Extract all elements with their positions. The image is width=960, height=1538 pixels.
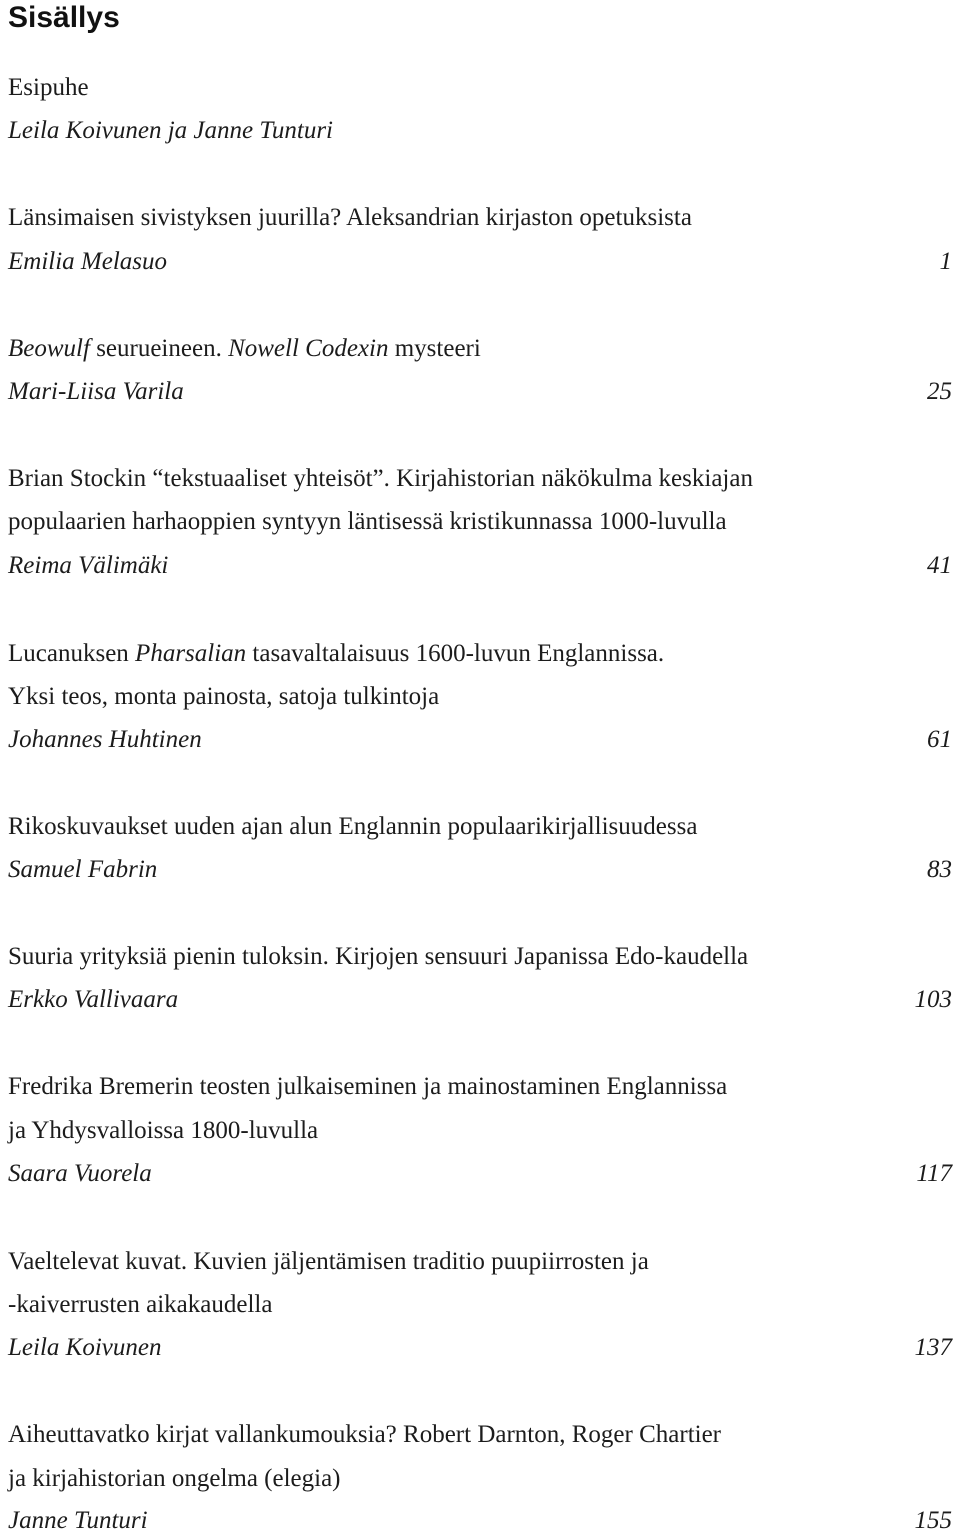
entry-page-number: 137	[914, 1334, 952, 1361]
entry-page-number: 83	[927, 856, 952, 883]
entry-author: Reima Välimäki	[8, 552, 169, 579]
title-text: Lucanuksen	[8, 640, 136, 667]
entry-author: Leila Koivunen ja Janne Tunturi	[8, 117, 333, 144]
entry-title	[8, 332, 952, 366]
entry-title-continued: Yksi teos, monta painosta, satoja tulkintoja	[8, 683, 440, 710]
entry-author: Janne Tunturi	[8, 1507, 148, 1534]
entry-page-number: 117	[916, 1160, 952, 1187]
title-italic: Nowell Codexin	[228, 335, 389, 362]
entry-title: Aiheuttavatko kirjat vallankumouksia? Robert Darnton, Roger Chartier	[8, 1421, 722, 1448]
entry-author: Leila Koivunen	[8, 1334, 162, 1361]
entry-title: Brian Stockin “tekstuaaliset yhteisöt”. Kirjahistorian näkökulma keskiajan	[8, 465, 753, 492]
entry-author: Mari-Liisa Varila	[8, 378, 184, 405]
entry-page-number: 1	[939, 248, 952, 275]
entry-title: Fredrika Bremerin teosten julkaiseminen ja mainostaminen Englannissa	[8, 1073, 728, 1100]
page-title: Sisällys	[8, 1, 120, 34]
entry-title-continued: ja Yhdysvalloissa 1800-luvulla	[8, 1117, 319, 1144]
entry-title: Suuria yrityksiä pienin tuloksin. Kirjojen sensuuri Japanissa Edo-kaudella	[8, 943, 749, 970]
entry-title: Länsimaisen sivistyksen juurilla? Aleksandrian kirjaston opetuksista	[8, 204, 692, 231]
title-text: mysteeri	[388, 335, 481, 362]
entry-title: Vaeltelevat kuvat. Kuvien jäljentämisen traditio puupiirrosten ja	[8, 1248, 649, 1275]
entry-page-number: 41	[927, 552, 952, 579]
entry-title-continued: populaarien harhaoppien syntyyn läntisessä kristikunnassa 1000-luvulla	[8, 508, 727, 535]
title-italic: Pharsalian	[135, 640, 247, 667]
entry-author: Johannes Huhtinen	[8, 726, 202, 753]
entry-page-number: 25	[927, 378, 952, 405]
entry-author: Samuel Fabrin	[8, 856, 158, 883]
entry-page-number: 103	[914, 986, 952, 1013]
entry-author: Erkko Vallivaara	[8, 986, 179, 1013]
entry-page-number: 61	[927, 726, 952, 753]
title-text: seurueineen.	[89, 335, 229, 362]
entry-title	[8, 637, 952, 671]
entry-page-number: 155	[914, 1507, 952, 1534]
entry-title: Rikoskuvaukset uuden ajan alun Englannin populaarikirjallisuudessa	[8, 813, 698, 840]
entry-author: Emilia Melasuo	[8, 248, 168, 275]
title-italic: Beowulf	[8, 335, 90, 362]
title-text: tasavaltalaisuus 1600-luvun Englannissa.	[246, 640, 665, 667]
entry-title: Esipuhe	[8, 74, 89, 101]
entry-author: Saara Vuorela	[8, 1160, 152, 1187]
entry-title-continued: ja kirjahistorian ongelma (elegia)	[8, 1465, 341, 1492]
entry-title-continued: -kaiverrusten aikakaudella	[8, 1291, 273, 1318]
